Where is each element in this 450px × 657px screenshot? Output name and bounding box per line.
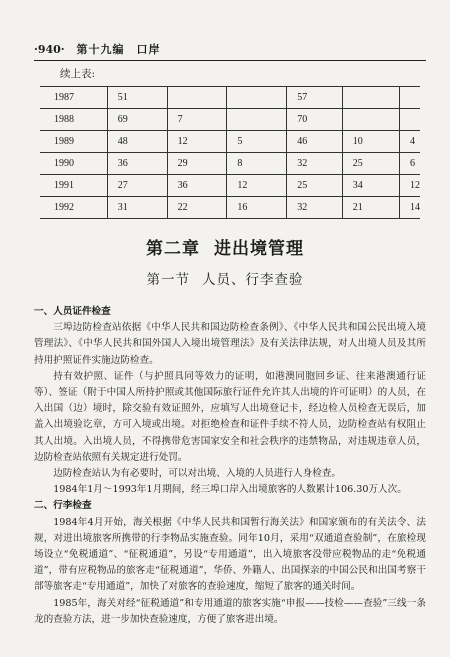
table-row bbox=[40, 87, 420, 109]
page-number: ·940· bbox=[34, 43, 65, 56]
table-cell: 12 bbox=[227, 175, 287, 197]
body-text bbox=[34, 304, 426, 628]
data-table bbox=[40, 86, 420, 219]
table-row bbox=[40, 175, 420, 197]
table-cell: 36 bbox=[167, 175, 227, 197]
table-cell: 21 bbox=[342, 197, 399, 219]
table-cell bbox=[342, 109, 399, 131]
table-cell: 46 bbox=[287, 131, 343, 153]
chapter-number: 第二章 bbox=[146, 239, 200, 259]
table-cell bbox=[342, 87, 399, 109]
table-cell: 8 bbox=[227, 153, 287, 175]
chapter-heading bbox=[0, 234, 450, 259]
table-cell bbox=[227, 109, 287, 131]
table-cell: 34 bbox=[342, 175, 399, 197]
year-cell: 1990 bbox=[40, 153, 107, 175]
paragraph: 边防检查站认为有必要时，可以对出境、入境的人员进行人身检查。 bbox=[53, 468, 341, 480]
table-cell: 48 bbox=[107, 131, 167, 153]
table-cell: 12 bbox=[167, 131, 227, 153]
table-cell: 5 bbox=[227, 131, 287, 153]
table-cell: 32 bbox=[287, 153, 343, 175]
table-cell: 36 bbox=[107, 153, 167, 175]
section-number: 第一节 bbox=[146, 272, 190, 288]
table-cell: 27 bbox=[107, 175, 167, 197]
table-cell: 25 bbox=[287, 175, 343, 197]
paragraph: 1985年，海关对经“征税通道”和专用通道的旅客实施“申报——技检——查验”三线一条龙的查验方法，进一步加快查验速度，方便了旅客进出境。 bbox=[34, 597, 426, 625]
table-cell: 51 bbox=[107, 87, 167, 109]
header-rule bbox=[34, 60, 426, 61]
table-cell: 25 bbox=[342, 153, 399, 175]
paragraph: 三埠边防检查站依据《中华人民共和国边防检查条例》、《中华人民共和国公民出境入境管理法》、《中华人民共和国外国人入境出境管理法》及有关法律法规，对人出境人员及其所持用护照证件实施边防检查。 bbox=[34, 322, 426, 366]
running-header bbox=[34, 41, 160, 57]
table-row bbox=[40, 109, 420, 131]
table-cell: 10 bbox=[342, 131, 399, 153]
section-header: 第十九编 口岸 bbox=[76, 43, 161, 56]
table-cell bbox=[400, 87, 421, 109]
table-cell: 22 bbox=[167, 197, 227, 219]
table-cell bbox=[167, 87, 227, 109]
year-cell: 1992 bbox=[40, 197, 107, 219]
heading-document-check: 一、人员证件检查 bbox=[34, 306, 111, 317]
table-cell: 69 bbox=[107, 109, 167, 131]
table-cell: 16 bbox=[227, 197, 287, 219]
table-cell: 70 bbox=[287, 109, 343, 131]
table-cell: 7 bbox=[167, 109, 227, 131]
year-cell: 1989 bbox=[40, 131, 107, 153]
table-cell: 14 bbox=[400, 197, 421, 219]
heading-baggage-check: 二、行李检查 bbox=[34, 500, 92, 512]
table-cell: 29 bbox=[167, 153, 227, 175]
table-cell: 4 bbox=[400, 131, 421, 153]
table-cell: 6 bbox=[400, 153, 421, 175]
paragraph: 1984年1月～1993年1月期间，经三埠口岸入出境旅客的人数累计106.30万人次。 bbox=[53, 484, 407, 496]
paragraph: 1984年4月开始，海关根据《中华人民共和国暂行海关法》和国家颁布的有关法令、法规，对进出境旅客所携带的行李物品实施查验。同年10月，采用“双通道查验制”，在旅检现场设立“免税通道”、“征税通道”，另设“专用通道”，出入境旅客没带应税物品的走“免税通道”，带有应税物品的旅客走“征税通道”，华侨、外籍人、出国探亲的中国公民和出国考察干部等旅客走“专用通道”，加快了对旅客的查验速度，缩短了旅客的通关时间。 bbox=[34, 516, 426, 593]
table-cell: 31 bbox=[107, 197, 167, 219]
table-cell: 32 bbox=[287, 197, 343, 219]
table-row bbox=[40, 197, 420, 219]
chapter-title: 进出境管理 bbox=[214, 239, 304, 259]
section-title: 人员、行李查验 bbox=[202, 272, 304, 288]
table-cell: 12 bbox=[400, 175, 421, 197]
section-heading bbox=[0, 268, 450, 288]
table-caption: 续上表: bbox=[60, 68, 96, 80]
year-cell: 1991 bbox=[40, 175, 107, 197]
table-cell bbox=[400, 109, 421, 131]
year-cell: 1987 bbox=[40, 87, 107, 109]
table-cell: 57 bbox=[287, 87, 343, 109]
table-row bbox=[40, 153, 420, 175]
paragraph: 持有效护照、证件（与护照具同等效力的证明，如港澳同胞回乡证、往来港澳通行证等）、签证（附于中国人所持护照或其他国际旅行证件允许其人出境的许可证明）的人员，在入出国（边）境时，除交验有效证照外，应填写人出境登记卡，经边检人员检查无误后，加盖入出境验讫章，方可入境或出境。对拒绝检查和证件手续不符人员，边防检查站有权阻止其人出境。入出境人员，不得携带危害国家安全和社会秩序的违禁物品，对违规违章人员，边防检查站依照有关规定进行处罚。 bbox=[34, 370, 426, 463]
year-cell: 1988 bbox=[40, 109, 107, 131]
table-cell bbox=[227, 87, 287, 109]
table-row bbox=[40, 131, 420, 153]
